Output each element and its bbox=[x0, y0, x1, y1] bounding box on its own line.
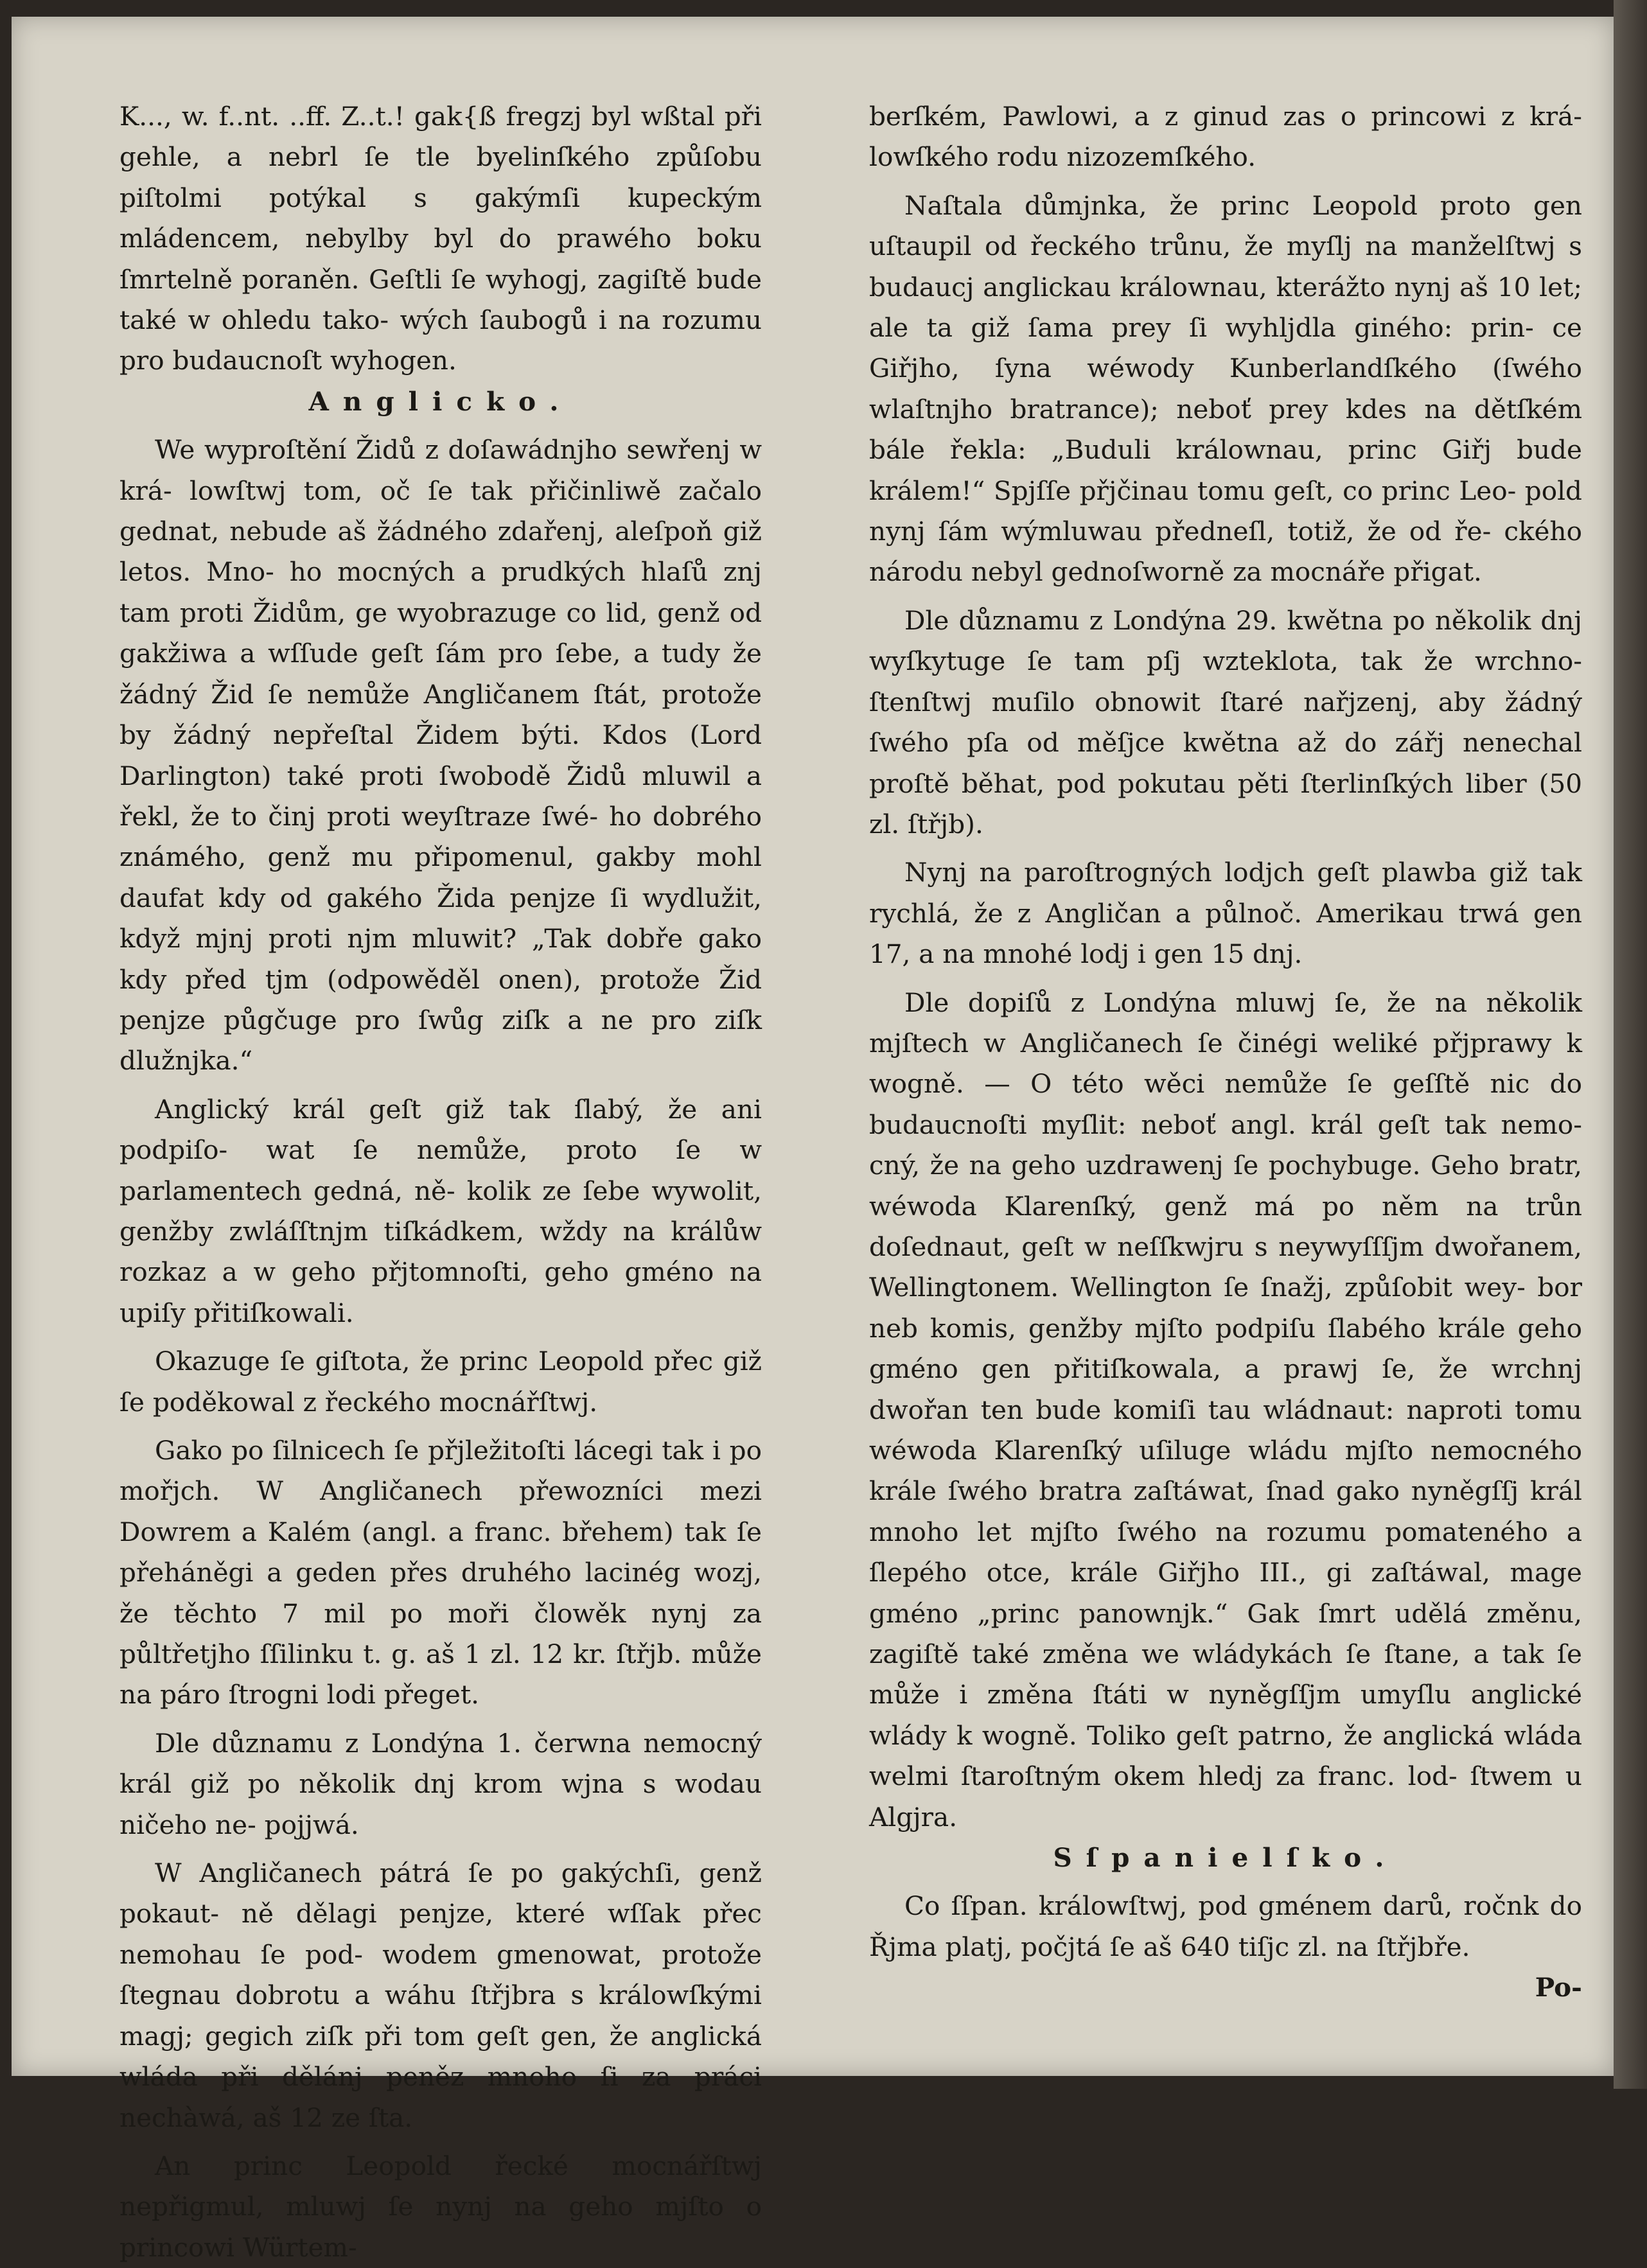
paragraph-2: We wyproſtění Židů z doſawádnjho sewřenj w krá- lowſtwj tom, oč ſe tak přičinliwě začalo gednat, nebude aš žádného zdařenj, aleſpoň giž letos. Mno- ho mocných a prudkých hlaſů znj tam proti Židům, ge wyobrazuge co lid, genž od gakžiwa a wſſude geſt ſám pro ſebe, a tudy že žádný Žid ſe nemůže Angličanem ſtát, protože by žádný nepřeſtal Židem býti. Kdos (Lord Darlington) také proti ſwobodě Židů mluwil a řekl, že to činj proti weyſtraze ſwé- ho dobrého známého, genž mu připomenul, gakby mohl daufat kdy od gakého Žida penjze ſi wydlužit, když mjnj proti njm mluwit? „Tak dobře gako kdy před tjm (odpowěděl onen), protože Žid penjze půgčuge pro ſwůg ziſk a ne pro ziſk dlužnjka.“ bbox=[119, 434, 762, 1077]
paragraph-6: Dle důznamu z Londýna 1. čerwna nemocný král giž po několik dnj krom wjna s wodau ničeho ne- pojjwá. bbox=[119, 1727, 762, 1840]
section-heading-spanielsko: Sſpanielſko. bbox=[1053, 1842, 1398, 1874]
paragraph-6: Co ſſpan. králowſtwj, pod gménem darů, ročnk do Řjma platj, počjtá ſe aš 640 tiſjc zl. na ſtřjbře. bbox=[869, 1890, 1582, 1962]
right-column bbox=[869, 96, 1582, 2009]
paragraph-4: Nynj na paroſtrogných lodjch geſt plawba giž tak rychlá, že z Angličan a půlnoč. Amerikau trwá gen 17, a na mnohé lodj i gen 15 dnj. bbox=[869, 857, 1582, 970]
paragraph-1: berſkém, Pawlowi, a z ginud zas o princowi z krá- lowſkého rodu nizozemſkého. bbox=[869, 101, 1582, 173]
catchword: Po- bbox=[1535, 1972, 1582, 2003]
paragraph-7: W Angličanech pátrá ſe po gakýchſi, genž pokaut- ně dělagi penjze, které wſſak přec nemohau ſe pod- wodem gmenowat, protože ſtegnau dobrotu a wáhu ſtřjbra s králowſkými magj; gegich ziſk při tom geſt gen, že anglická wláda při dělánj peněz mnoho ſi za práci nechàwá, aš 12 ze ſta. bbox=[119, 1858, 762, 2133]
document-page bbox=[12, 17, 1614, 2263]
paragraph-8: An princ Leopold řecké mocnářſtwj nepřigmul, mluwj ſe nynj na geho mjſto o princowi Würtem- bbox=[119, 2150, 762, 2263]
left-column bbox=[119, 96, 762, 2268]
paragraph-3: Anglický král geſt giž tak ſlabý, že ani podpiſo- wat ſe nemůže, proto ſe w parlamentech gedná, ně- kolik ze ſebe wywolit, genžby zwláſſtnjm tiſkádkem, wždy na králůw rozkaz a w geho přjtomnoſti, geho gméno na upiſy přitiſkowali. bbox=[119, 1093, 762, 1328]
paragraph-2: Naſtala důmjnka, že princ Leopold proto gen uſtaupil od řeckého trůnu, že myſlj na manželſtwj s budaucj anglickau králownau, kterážto nynj aš 10 let; ale ta giž ſama prey ſi wyhljdla giného: prin- ce Giřjho, ſyna wéwody Kunberlandſkého (ſwého wlaſtnjho bratrance); neboť prey kdes na dětſkém bále řekla: „Buduli králownau, princ Giřj bude králem!“ Spjſſe přjčinau tomu geſt, co princ Leo- pold nynj ſám wýmluwau předneſl, totiž, že od ře- ckého národu nebyl gednoſworně za mocnáře přigat. bbox=[869, 189, 1582, 588]
section-heading-anglicko: Anglicko. bbox=[308, 385, 573, 417]
paragraph-3: Dle důznamu z Londýna 29. kwětna po několik dnj wyſkytuge ſe tam pſj wzteklota, tak že wrchno- ſtenſtwj muſilo obnowit ſtaré nařjzenj, aby žádný ſwého pſa od měſjce kwětna až do zářj nenechal proſtě běhat, pod pokutau pěti ſterlinſkých liber (50 zl. ſtřjb). bbox=[869, 604, 1582, 840]
paragraph-5: Dle dopiſů z Londýna mluwj ſe, že na několik mjſtech w Angličanech ſe činégi weliké přjprawy k wogně. — O této wěci nemůže ſe geſſtě nic do budaucnoſti myſlit: neboť angl. král geſt tak nemo- cný, že na geho uzdrawenj ſe pochybuge. Geho bratr, wéwoda Klarenſký, genž má po něm na trůn doſednaut, geſt w neſſkwjru s neywyſſſjm dwořanem, Wellingtonem. Wellington ſe ſnažj, způſobit wey- bor neb komis, genžby mjſto podpiſu ſlabého krále geho gméno gen přitiſkowala, a prawj ſe, že wrchnj dwořan ten bude komiſi tau wládnaut: naproti tomu wéwoda Klarenſký uſiluge wládu mjſto nemocného krále ſwého bratra zaſtáwat, ſnad gako nyněgſſj král mnoho let mjſto ſwého na rozumu pomateného a ſlepého otce, krále Giřjho III., gi zaſtáwal, mage gméno „princ panownjk.“ Gak ſmrt udělá změnu, zagiſtě také změna we wládykách ſe ſtane, a tak ſe může i změna ſtáti w nyněgſſjm umyſlu anglické wlády k wogně. Toliko geſt patrno, že anglická wláda welmi ſtaroſtným okem hledj za franc. lod- ſtwem u Algjra. bbox=[869, 987, 1582, 1833]
paragraph-4: Okazuge ſe giſtota, že princ Leopold přec giž ſe poděkowal z řeckého mocnářſtwj. bbox=[119, 1346, 762, 1418]
paragraph-1: K..., w. f..nt. ..ff. Z..t.! gak{ß fregzj byl wßtal při gehle, a nebrl ſe tle byelinſkého způſobu piſtolmi potýkal s gakýmſi kupeckým mládencem, nebylby byl do prawého boku ſmrtelně poraněn. Geſtli ſe wyhogj, zagiſtě bude také w ohledu tako- wých ſaubogů i na rozumu pro budaucnoſt wyhogen. bbox=[119, 101, 762, 376]
paragraph-5: Gako po ſilnicech ſe přjležitoſti lácegi tak i po mořjch. W Angličanech přewozníci mezi Dowrem a Kalém (angl. a franc. břehem) tak ſe přeháněgi a geden přes druhého lacinég wozj, že těchto 7 mil po moři člowěk nynj za půltřetjho ſſilinku t. g. aš 1 zl. 12 kr. ſtřjb. může na páro ſtrogni lodi přeget. bbox=[119, 1435, 762, 1710]
page-edge bbox=[1614, 0, 1647, 2089]
